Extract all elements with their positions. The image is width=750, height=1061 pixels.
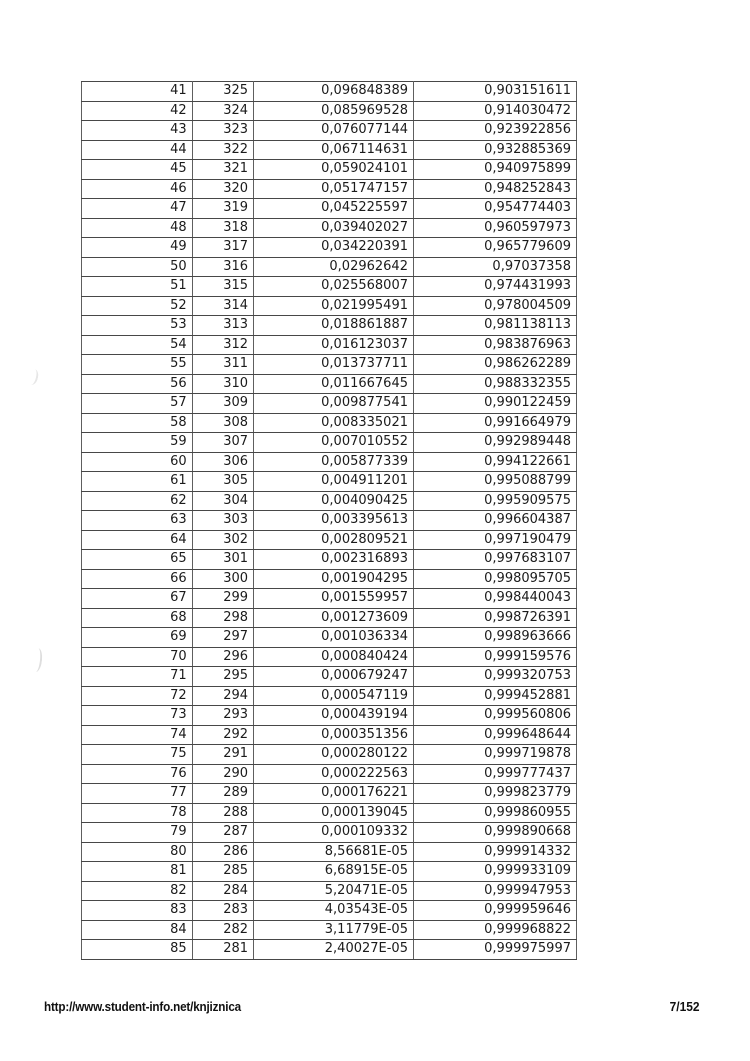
cell-count: 317 (192, 238, 253, 258)
cell-row-number: 76 (82, 764, 193, 784)
cell-complement: 0,954774403 (413, 199, 576, 219)
cell-complement: 0,999320753 (413, 667, 576, 687)
cell-count: 309 (192, 394, 253, 414)
cell-row-number: 78 (82, 803, 193, 823)
cell-row-number: 83 (82, 901, 193, 921)
cell-row-number: 54 (82, 335, 193, 355)
cell-count: 282 (192, 920, 253, 940)
cell-row-number: 44 (82, 140, 193, 160)
cell-complement: 0,999719878 (413, 745, 576, 765)
cell-complement: 0,990122459 (413, 394, 576, 414)
table-row (82, 472, 577, 492)
cell-complement: 0,994122661 (413, 452, 576, 472)
cell-row-number: 69 (82, 628, 193, 648)
cell-probability: 0,045225597 (254, 199, 414, 219)
cell-row-number: 77 (82, 784, 193, 804)
cell-complement: 0,988332355 (413, 374, 576, 394)
cell-probability: 0,008335021 (254, 413, 414, 433)
table-row (82, 550, 577, 570)
cell-row-number: 79 (82, 823, 193, 843)
cell-probability: 0,076077144 (254, 121, 414, 141)
cell-complement: 0,999452881 (413, 686, 576, 706)
table-row (82, 608, 577, 628)
cell-probability: 0,096848389 (254, 82, 414, 102)
cell-row-number: 46 (82, 179, 193, 199)
cell-row-number: 68 (82, 608, 193, 628)
cell-row-number: 55 (82, 355, 193, 375)
table-row (82, 296, 577, 316)
cell-count: 315 (192, 277, 253, 297)
cell-row-number: 66 (82, 569, 193, 589)
cell-complement: 0,97037358 (413, 257, 576, 277)
cell-count: 324 (192, 101, 253, 121)
cell-row-number: 57 (82, 394, 193, 414)
cell-count: 306 (192, 452, 253, 472)
cell-row-number: 45 (82, 160, 193, 180)
cell-count: 286 (192, 842, 253, 862)
table-row (82, 82, 577, 102)
page-number: 7/152 (670, 999, 700, 1014)
cell-row-number: 48 (82, 218, 193, 238)
cell-complement: 0,999947953 (413, 881, 576, 901)
cell-row-number: 60 (82, 452, 193, 472)
cell-count: 296 (192, 647, 253, 667)
cell-probability: 0,011667645 (254, 374, 414, 394)
cell-count: 310 (192, 374, 253, 394)
cell-row-number: 58 (82, 413, 193, 433)
cell-probability: 0,002316893 (254, 550, 414, 570)
cell-row-number: 49 (82, 238, 193, 258)
cell-count: 294 (192, 686, 253, 706)
cell-probability: 0,004911201 (254, 472, 414, 492)
cell-complement: 0,999959646 (413, 901, 576, 921)
cell-count: 316 (192, 257, 253, 277)
cell-row-number: 81 (82, 862, 193, 882)
cell-probability: 2,40027E-05 (254, 940, 414, 960)
cell-probability: 0,005877339 (254, 452, 414, 472)
table-row (82, 589, 577, 609)
table-row (82, 277, 577, 297)
cell-complement: 0,999648644 (413, 725, 576, 745)
table-row (82, 823, 577, 843)
cell-count: 291 (192, 745, 253, 765)
cell-count: 287 (192, 823, 253, 843)
cell-complement: 0,999777437 (413, 764, 576, 784)
cell-row-number: 85 (82, 940, 193, 960)
table-row (82, 667, 577, 687)
cell-probability: 0,000547119 (254, 686, 414, 706)
cell-row-number: 41 (82, 82, 193, 102)
cell-row-number: 75 (82, 745, 193, 765)
cell-complement: 0,997190479 (413, 530, 576, 550)
table-row (82, 452, 577, 472)
cell-row-number: 62 (82, 491, 193, 511)
cell-probability: 0,000840424 (254, 647, 414, 667)
cell-complement: 0,991664979 (413, 413, 576, 433)
cell-row-number: 71 (82, 667, 193, 687)
table-row (82, 940, 577, 960)
cell-complement: 0,999890668 (413, 823, 576, 843)
cell-probability: 0,001559957 (254, 589, 414, 609)
cell-count: 307 (192, 433, 253, 453)
cell-complement: 0,999823779 (413, 784, 576, 804)
cell-row-number: 64 (82, 530, 193, 550)
table-row (82, 179, 577, 199)
table-row (82, 647, 577, 667)
cell-complement: 0,983876963 (413, 335, 576, 355)
table-row (82, 257, 577, 277)
cell-count: 321 (192, 160, 253, 180)
table-row (82, 628, 577, 648)
cell-row-number: 84 (82, 920, 193, 940)
cell-probability: 0,018861887 (254, 316, 414, 336)
cell-complement: 0,999975997 (413, 940, 576, 960)
cell-probability: 0,001273609 (254, 608, 414, 628)
cell-complement: 0,978004509 (413, 296, 576, 316)
cell-complement: 0,960597973 (413, 218, 576, 238)
cell-count: 302 (192, 530, 253, 550)
cell-count: 289 (192, 784, 253, 804)
cell-complement: 0,974431993 (413, 277, 576, 297)
cell-row-number: 63 (82, 511, 193, 531)
cell-complement: 0,940975899 (413, 160, 576, 180)
probability-table (81, 81, 577, 960)
table-row (82, 374, 577, 394)
cell-probability: 0,004090425 (254, 491, 414, 511)
cell-complement: 0,903151611 (413, 82, 576, 102)
cell-complement: 0,998963666 (413, 628, 576, 648)
table-row (82, 355, 577, 375)
cell-complement: 0,996604387 (413, 511, 576, 531)
cell-row-number: 67 (82, 589, 193, 609)
cell-complement: 0,999159576 (413, 647, 576, 667)
cell-probability: 0,016123037 (254, 335, 414, 355)
cell-count: 318 (192, 218, 253, 238)
table-row (82, 101, 577, 121)
cell-probability: 0,085969528 (254, 101, 414, 121)
table-row (82, 335, 577, 355)
cell-probability: 0,021995491 (254, 296, 414, 316)
cell-probability: 0,000176221 (254, 784, 414, 804)
table-row (82, 316, 577, 336)
cell-probability: 0,001904295 (254, 569, 414, 589)
table-row (82, 862, 577, 882)
cell-probability: 0,002809521 (254, 530, 414, 550)
cell-probability: 5,20471E-05 (254, 881, 414, 901)
cell-row-number: 47 (82, 199, 193, 219)
cell-count: 297 (192, 628, 253, 648)
table-row (82, 238, 577, 258)
cell-probability: 0,051747157 (254, 179, 414, 199)
cell-row-number: 73 (82, 706, 193, 726)
cell-complement: 0,981138113 (413, 316, 576, 336)
cell-complement: 0,998726391 (413, 608, 576, 628)
footer-url: http://www.student-info.net/knjiznica (44, 999, 242, 1014)
cell-complement: 0,923922856 (413, 121, 576, 141)
cell-count: 298 (192, 608, 253, 628)
cell-row-number: 80 (82, 842, 193, 862)
cell-count: 295 (192, 667, 253, 687)
cell-probability: 0,000280122 (254, 745, 414, 765)
cell-probability: 0,034220391 (254, 238, 414, 258)
cell-complement: 0,998095705 (413, 569, 576, 589)
table-row (82, 764, 577, 784)
cell-probability: 0,067114631 (254, 140, 414, 160)
cell-count: 313 (192, 316, 253, 336)
cell-count: 323 (192, 121, 253, 141)
table-row (82, 218, 577, 238)
cell-row-number: 51 (82, 277, 193, 297)
table-row (82, 706, 577, 726)
cell-count: 284 (192, 881, 253, 901)
cell-row-number: 70 (82, 647, 193, 667)
cell-count: 290 (192, 764, 253, 784)
table-row (82, 491, 577, 511)
cell-row-number: 59 (82, 433, 193, 453)
cell-probability: 0,000439194 (254, 706, 414, 726)
cell-probability: 0,025568007 (254, 277, 414, 297)
cell-probability: 0,000679247 (254, 667, 414, 687)
cell-probability: 4,03543E-05 (254, 901, 414, 921)
table-row (82, 140, 577, 160)
table-body (82, 82, 577, 960)
cell-complement: 0,986262289 (413, 355, 576, 375)
cell-complement: 0,999933109 (413, 862, 576, 882)
cell-probability: 0,001036334 (254, 628, 414, 648)
cell-complement: 0,995088799 (413, 472, 576, 492)
cell-complement: 0,995909575 (413, 491, 576, 511)
cell-row-number: 56 (82, 374, 193, 394)
table-row (82, 199, 577, 219)
cell-row-number: 42 (82, 101, 193, 121)
cell-probability: 0,02962642 (254, 257, 414, 277)
table-row (82, 803, 577, 823)
cell-row-number: 82 (82, 881, 193, 901)
cell-probability: 0,013737711 (254, 355, 414, 375)
table-row (82, 901, 577, 921)
table-row (82, 686, 577, 706)
cell-count: 305 (192, 472, 253, 492)
cell-probability: 0,039402027 (254, 218, 414, 238)
cell-probability: 6,68915E-05 (254, 862, 414, 882)
cell-row-number: 74 (82, 725, 193, 745)
table-row (82, 881, 577, 901)
cell-row-number: 53 (82, 316, 193, 336)
cell-count: 311 (192, 355, 253, 375)
page-footer (0, 999, 750, 1017)
cell-count: 288 (192, 803, 253, 823)
table-row (82, 784, 577, 804)
cell-complement: 0,999914332 (413, 842, 576, 862)
table-row (82, 530, 577, 550)
cell-count: 325 (192, 82, 253, 102)
cell-complement: 0,914030472 (413, 101, 576, 121)
cell-count: 308 (192, 413, 253, 433)
cell-complement: 0,992989448 (413, 433, 576, 453)
cell-count: 293 (192, 706, 253, 726)
cell-probability: 0,000222563 (254, 764, 414, 784)
cell-row-number: 50 (82, 257, 193, 277)
table-row (82, 121, 577, 141)
table-row (82, 394, 577, 414)
table-row (82, 920, 577, 940)
cell-complement: 0,999860955 (413, 803, 576, 823)
cell-count: 281 (192, 940, 253, 960)
cell-probability: 0,003395613 (254, 511, 414, 531)
cell-count: 314 (192, 296, 253, 316)
table-row (82, 745, 577, 765)
cell-complement: 0,948252843 (413, 179, 576, 199)
cell-probability: 0,007010552 (254, 433, 414, 453)
cell-row-number: 52 (82, 296, 193, 316)
cell-complement: 0,965779609 (413, 238, 576, 258)
cell-count: 283 (192, 901, 253, 921)
cell-complement: 0,998440043 (413, 589, 576, 609)
cell-count: 299 (192, 589, 253, 609)
cell-count: 304 (192, 491, 253, 511)
cell-probability: 3,11779E-05 (254, 920, 414, 940)
cell-count: 303 (192, 511, 253, 531)
cell-count: 301 (192, 550, 253, 570)
cell-probability: 0,000109332 (254, 823, 414, 843)
table-row (82, 842, 577, 862)
cell-complement: 0,999968822 (413, 920, 576, 940)
cell-row-number: 65 (82, 550, 193, 570)
table-row (82, 160, 577, 180)
table-row (82, 569, 577, 589)
cell-count: 292 (192, 725, 253, 745)
cell-row-number: 61 (82, 472, 193, 492)
cell-probability: 0,009877541 (254, 394, 414, 414)
cell-complement: 0,932885369 (413, 140, 576, 160)
scan-artifact (26, 368, 40, 386)
cell-count: 312 (192, 335, 253, 355)
cell-count: 300 (192, 569, 253, 589)
cell-count: 285 (192, 862, 253, 882)
cell-probability: 0,000139045 (254, 803, 414, 823)
cell-probability: 0,059024101 (254, 160, 414, 180)
cell-complement: 0,997683107 (413, 550, 576, 570)
cell-count: 320 (192, 179, 253, 199)
scan-artifact (31, 648, 43, 673)
cell-row-number: 72 (82, 686, 193, 706)
table-row (82, 433, 577, 453)
cell-probability: 8,56681E-05 (254, 842, 414, 862)
cell-row-number: 43 (82, 121, 193, 141)
cell-count: 319 (192, 199, 253, 219)
table-row (82, 725, 577, 745)
cell-probability: 0,000351356 (254, 725, 414, 745)
table-row (82, 413, 577, 433)
table-row (82, 511, 577, 531)
cell-count: 322 (192, 140, 253, 160)
cell-complement: 0,999560806 (413, 706, 576, 726)
